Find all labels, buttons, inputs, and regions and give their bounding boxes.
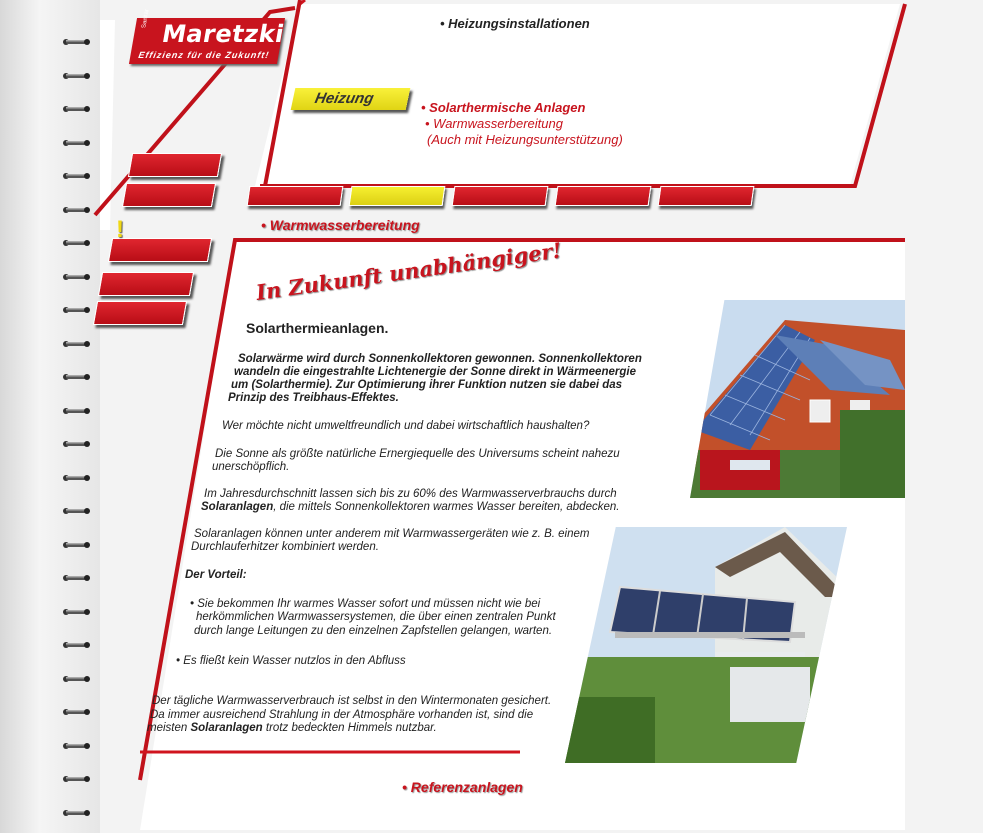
bullet-line-2: herkömmlichen Warmwassersystemen, die über einen zentralen Punkt [196,611,556,623]
binder-ring [62,168,92,178]
slogan: In Zukunft unabhängiger! [254,237,564,305]
binder-ring [62,771,92,781]
photo-solar-roof [690,300,905,498]
nav-tab-1[interactable] [247,186,344,206]
binder-ring [62,34,92,44]
nav-tab-3[interactable] [452,186,549,206]
top-link-heizungsinstallationen[interactable]: • Heizungsinstallationen [440,16,590,31]
savings-line-1: Im Jahresdurchschnitt lassen sich bis zu 60% des Warmwasserverbrauchs durch [204,488,617,500]
vorteil-heading: Der Vorteil: [185,569,247,581]
nav-tab-heizung[interactable] [349,186,446,206]
bullet-2: • Es fließt kein Wasser nutzlos in den Abfluss [176,655,406,667]
logo-name: Maretzki [159,20,287,48]
exclamation-icon: ! [116,216,124,243]
binder-ring [62,369,92,379]
closing-line-3 [147,721,437,735]
breadcrumb[interactable]: • Warmwasserbereitung [261,217,420,233]
binder-ring [62,704,92,714]
binder-ring [62,503,92,513]
nav-tab-5[interactable] [658,186,755,206]
logo-prefix: Sanitär [141,8,151,28]
section-label-text: Heizung [313,90,376,107]
savings-line-2 [201,500,619,514]
binder-ring [62,470,92,480]
closing-line-1: Der tägliche Warmwasserverbrauch ist selbst in den Wintermonaten gesichert. [152,695,552,707]
combine-line-1: Solaranlagen können unter anderem mit Warmwassergeräten wie z. B. einem [194,528,590,540]
sun-line-2: unerschöpflich. [212,461,290,473]
sun-line-1: Die Sonne als größte natürliche Ernergiequelle des Universums scheint nahezu [215,448,620,460]
binder-ring [62,570,92,580]
combine-line-2: Durchlauferhitzer kombiniert werden. [191,541,379,553]
binder-ring [62,235,92,245]
binder-ring [62,403,92,413]
section-label-heizung[interactable] [291,88,411,110]
nav-tab-4[interactable] [555,186,652,206]
binder-ring [62,202,92,212]
binder-ring [62,101,92,111]
main-title: Solarthermieanlagen. [246,320,389,336]
binder-ring [62,68,92,78]
intro-line-3: um (Solarthermie). Zur Optimierung ihrer Funktion nutzen sie dabei das [231,379,623,391]
solar-roof-illustration [690,300,905,498]
bullet-line-3: durch lange Leitungen zu den einzelnen Zapfstellen gelangen, warten. [194,625,553,637]
binder-ring [62,436,92,446]
submenu-solarthermische-anlagen[interactable]: • Solarthermische Anlagen [421,100,586,115]
closing-prefix: meisten [147,722,191,734]
binder-ring [62,537,92,547]
binder-ring [62,336,92,346]
binder-ring [62,671,92,681]
sidebar-tab-1[interactable] [128,153,222,177]
closing-bold: Solaranlagen [190,722,263,734]
logo[interactable] [129,8,287,64]
sidebar-tab-4[interactable] [98,272,194,296]
binder-ring [62,604,92,614]
binder-ring [62,738,92,748]
submenu-heizungsunterstuetzung[interactable]: (Auch mit Heizungsunterstützung) [427,132,623,147]
footer-link-referenzanlagen[interactable]: • Referenzanlagen [402,779,523,795]
binder-ring [62,302,92,312]
binder-ring [62,135,92,145]
binder-ring [62,269,92,279]
closing-suffix: trotz bedeckten Himmels nutzbar. [262,722,437,734]
submenu-warmwasserbereitung[interactable]: • Warmwasserbereitung [425,116,563,131]
savings-rest: , die mittels Sonnenkollektoren warmes Wasser bereiten, abdecken. [273,501,620,513]
logo-tagline: Effizienz für die Zukunft! [137,50,271,60]
question-text: Wer möchte nicht umweltfreundlich und dabei wirtschaftlich haushalten? [222,420,590,432]
intro-line-1: Solarwärme wird durch Sonnenkollektoren gewonnen. Sonnenkollektoren [238,353,642,365]
closing-line-2: Da immer ausreichend Strahlung in der Atmosphäre vorhanden ist, sind die [150,709,534,721]
intro-line-4: Prinzip des Treibhaus-Effektes. [228,392,399,404]
savings-bold: Solaranlagen [201,501,274,513]
sidebar-tab-2[interactable] [122,183,216,207]
binder-ring [62,637,92,647]
bullet-line-1: • Sie bekommen Ihr warmes Wasser sofort und müssen nicht wie bei [190,598,541,610]
binder-ring [62,805,92,815]
sidebar-tab-5[interactable] [93,301,187,325]
intro-line-2: wandeln die eingestrahlte Lichtenergie der Sonne direkt in Wärmeenergie [234,366,636,378]
